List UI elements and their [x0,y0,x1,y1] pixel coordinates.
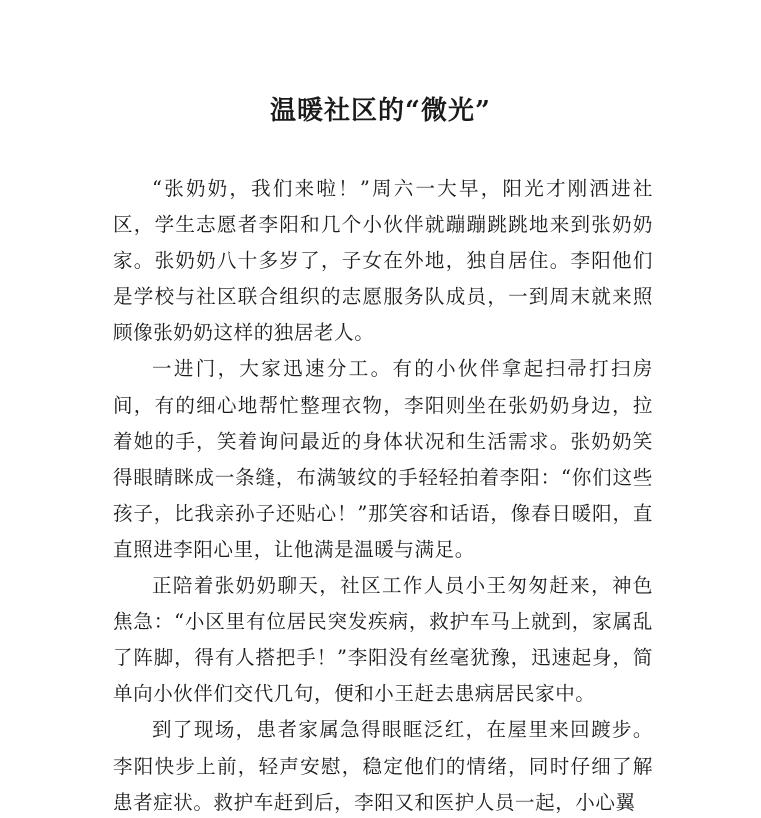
paragraph-4: 到了现场，患者家属急得眼眶泛红，在屋里来回踱步。李阳快步上前，轻声安慰，稳定他们的情绪，同时仔细了解患者症状。救护车赶到后，李阳又和医护人员一起，小心翼 [113,718,653,814]
paragraph-3: 正陪着张奶奶聊天，社区工作人员小王匆匆赶来，神色焦急：“小区里有位居民突发疾病，救护车马上就到，家属乱了阵脚，得有人搭把手！”李阳没有丝毫犹豫，迅速起身，简单向小伙伴们交代几句，便和小王赶去患病居民家中。 [113,574,653,706]
article-title: 温暖社区的“微光” [270,96,491,126]
article-body [113,171,653,818]
paragraph-1: “张奶奶，我们来啦！”周六一大早，阳光才刚洒进社区，学生志愿者李阳和几个小伙伴就蹦蹦跳跳地来到张奶奶家。张奶奶八十多岁了，子女在外地，独自居住。李阳他们是学校与社区联合组织的志愿服务队成员，一到周末就来照顾像张奶奶这样的独居老人。 [113,177,653,345]
paragraph-2: 一进门，大家迅速分工。有的小伙伴拿起扫帚打扫房间，有的细心地帮忙整理衣物，李阳则坐在张奶奶身边，拉着她的手，笑着询问最近的身体状况和生活需求。张奶奶笑得眼睛眯成一条缝，布满皱纹的手轻轻拍着李阳：“你们这些孩子，比我亲孙子还贴心！”那笑容和话语，像春日暖阳，直直照进李阳心里，让他满是温暖与满足。 [113,357,653,561]
